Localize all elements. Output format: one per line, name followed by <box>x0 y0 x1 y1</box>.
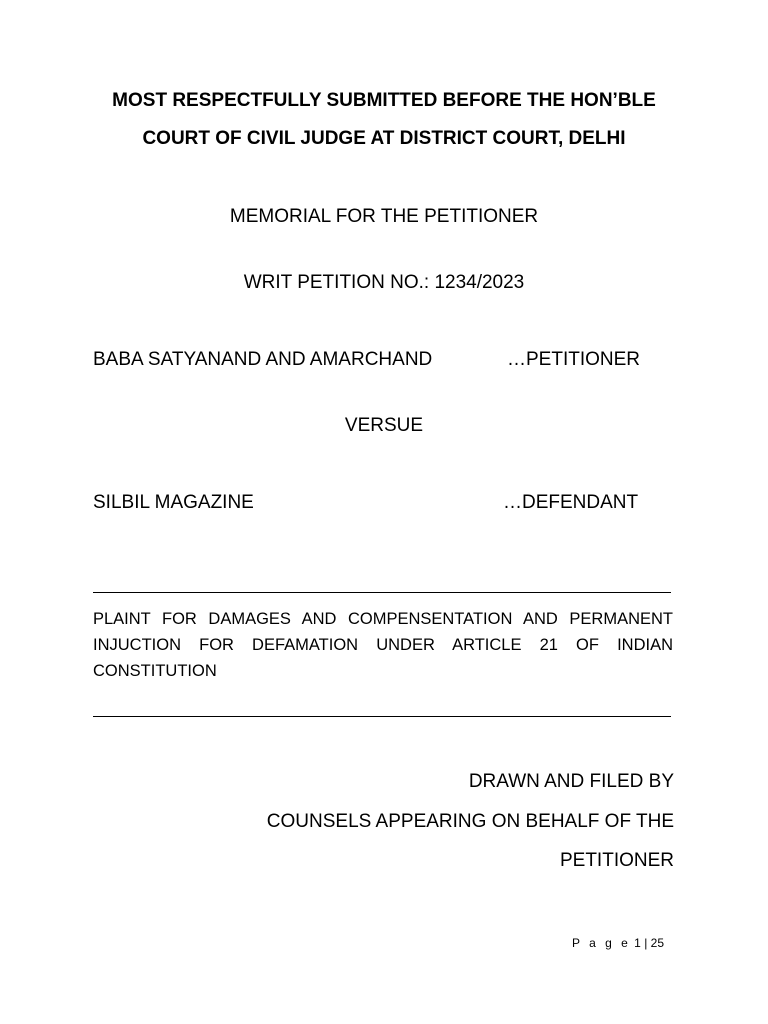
filed-by-line-3: PETITIONER <box>559 850 674 871</box>
filed-by-line-2: COUNSELS APPEARING ON BEHALF OF THE <box>266 811 674 832</box>
petitioner-name: BABA SATYANAND AND AMARCHAND <box>93 349 433 370</box>
divider-bottom <box>93 716 671 717</box>
defendant-role: …DEFENDANT <box>503 492 639 513</box>
divider-top <box>93 592 671 593</box>
plaint-line: CONSTITUTION <box>93 662 217 680</box>
court-heading-line-2: COURT OF CIVIL JUDGE AT DISTRICT COURT, DELHI <box>142 128 626 149</box>
writ-petition-number: WRIT PETITION NO.: 1234/2023 <box>243 272 525 293</box>
plaint-description <box>93 606 673 684</box>
petitioner-role: …PETITIONER <box>507 349 641 370</box>
filed-by-line-1: DRAWN AND FILED BY <box>468 771 674 792</box>
memorial-title: MEMORIAL FOR THE PETITIONER <box>229 206 539 227</box>
defendant-name: SILBIL MAGAZINE <box>93 492 254 513</box>
total-pages: 25 <box>650 936 665 950</box>
plaint-line: PLAINT FOR DAMAGES AND COMPENSENTATION AND PERMANENT <box>93 610 673 628</box>
versus-label: VERSUE <box>344 415 424 436</box>
page-separator: | <box>644 936 648 950</box>
page-footer <box>572 936 664 950</box>
plaint-line: INJUCTION FOR DEFAMATION UNDER ARTICLE 21 OF INDIAN <box>93 636 673 654</box>
page-number: 1 <box>634 936 641 950</box>
court-heading-line-1: MOST RESPECTFULLY SUBMITTED BEFORE THE HON’BLE <box>112 90 656 111</box>
page-label: P a g e <box>572 936 631 950</box>
